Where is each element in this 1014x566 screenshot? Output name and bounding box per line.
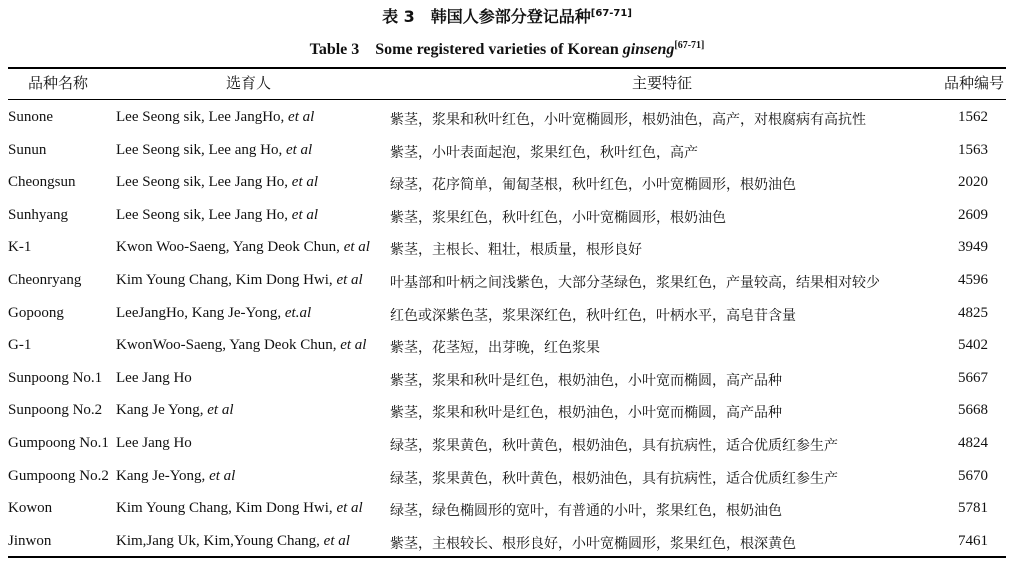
variety-code-cell: 7461	[958, 532, 988, 549]
table-row	[0, 395, 1014, 428]
et-al-text: et al	[336, 271, 363, 288]
table-row	[0, 461, 1014, 494]
et-al-text: et al	[209, 467, 236, 484]
breeder-names: Lee Seong sik, Lee Jang Ho,	[116, 206, 292, 223]
header-variety-name: 品种名称	[28, 74, 89, 92]
caption-cn-text: 表 3 韩国人参部分登记品种	[382, 7, 591, 26]
breeder-cell	[116, 370, 192, 387]
breeder-names: KwonWoo-Saeng, Yang Deok Chun,	[116, 337, 341, 354]
main-features-cell: 紫茎，浆果和秋叶红色，小叶宽椭圆形，根奶油色，高产，对根腐病有高抗性	[390, 112, 866, 128]
et-al-text: et al	[336, 500, 363, 517]
et-al-text: et al	[291, 174, 319, 191]
breeder-cell	[116, 174, 318, 191]
variety-name-cell: Sunpoong No.1	[8, 369, 103, 386]
header-main-features: 主要特征	[632, 74, 693, 92]
variety-code-cell: 5667	[958, 369, 988, 386]
table-row	[0, 363, 1014, 396]
variety-name-cell: Sunpoong No.2	[8, 402, 103, 419]
table-row	[0, 232, 1014, 265]
variety-name-cell: Gumpoong No.2	[8, 467, 109, 484]
table-row	[0, 526, 1014, 559]
main-features-cell: 绿茎，花序简单，匍匐茎根，秋叶红色，小叶宽椭圆形，根奶油色	[390, 177, 796, 194]
main-features-cell: 紫茎，浆果和秋叶是红色，根奶油色，小叶宽而椭圆，高产品种	[390, 372, 782, 389]
breeder-cell	[116, 272, 363, 289]
variety-code-cell: 3949	[958, 239, 988, 256]
breeder-cell	[116, 305, 311, 322]
variety-name-cell: Kowon	[8, 500, 53, 517]
table-bottom-rule	[8, 556, 1006, 558]
et-al-text: et.al	[284, 304, 312, 321]
main-features-cell: 紫茎，浆果红色，秋叶红色，小叶宽椭圆形，根奶油色	[390, 209, 726, 226]
main-features-cell: 绿茎，浆果黄色，秋叶黄色，根奶油色，具有抗病性，适合优质红参生产	[390, 437, 838, 454]
breeder-names: Lee Seong sik, Lee JangHo,	[116, 109, 289, 125]
breeder-names: LeeJangHo, Kang Je-Yong,	[116, 304, 285, 321]
variety-name-cell: G-1	[8, 337, 32, 354]
table-header-rule	[8, 99, 1006, 100]
variety-code-cell: 4825	[958, 304, 988, 321]
header-variety-code: 品种编号	[944, 74, 1005, 92]
breeder-cell	[116, 533, 350, 550]
breeder-cell	[116, 239, 370, 256]
breeder-cell	[116, 207, 318, 224]
variety-name-cell: Cheonryang	[8, 271, 82, 288]
breeder-names: Lee Seong sik, Lee ang Ho,	[116, 141, 286, 158]
breeder-cell	[116, 435, 192, 452]
table-body	[0, 102, 1014, 558]
et-al-text: et al	[288, 109, 315, 125]
main-features-cell: 叶基部和叶柄之间浅紫色，大部分茎绿色，浆果红色，产量较高，结果相对较少	[390, 274, 880, 291]
variety-code-cell: 4824	[958, 434, 988, 451]
caption-en-text: Table 3 Some registered varieties of Korean	[309, 41, 623, 58]
variety-code-cell: 1562	[958, 109, 988, 125]
breeder-names: Kim Young Chang, Kim Dong Hwi,	[116, 271, 337, 288]
caption-cn-ref: [67-71]	[590, 8, 632, 19]
table-caption-cn	[0, 4, 1014, 27]
caption-en-ref: [67-71]	[674, 40, 705, 51]
table-row	[0, 330, 1014, 363]
breeder-names: Kim,Jang Uk, Kim,Young Chang,	[116, 532, 324, 549]
main-features-cell: 紫茎，小叶表面起泡，浆果红色，秋叶红色，高产	[390, 144, 698, 161]
et-al-text: et al	[343, 239, 370, 256]
breeder-names: Kwon Woo-Saeng, Yang Deok Chun,	[116, 239, 344, 256]
breeder-cell	[116, 500, 363, 517]
table-row	[0, 167, 1014, 200]
et-al-text: et al	[340, 337, 367, 354]
main-features-cell: 绿茎，绿色椭圆形的宽叶，有普通的小叶，浆果红色，根奶油色	[390, 503, 782, 520]
table-caption-en	[0, 36, 1014, 59]
variety-name-cell: Sunhyang	[8, 206, 68, 223]
breeder-names: Kang Je-Yong,	[116, 467, 210, 484]
et-al-text: et al	[285, 141, 313, 158]
breeder-names: Lee Seong sik, Lee Jang Ho,	[116, 174, 292, 191]
main-features-cell: 紫茎，主根较长、根形良好，小叶宽椭圆形，浆果红色，根深黄色	[390, 535, 796, 552]
variety-name-cell: Gumpoong No.1	[8, 434, 109, 451]
breeder-cell	[116, 468, 235, 485]
variety-code-cell: 5402	[958, 337, 988, 354]
caption-en-italic: ginseng	[622, 41, 675, 58]
variety-name-cell: Sunun	[8, 141, 47, 158]
variety-code-cell: 1563	[958, 141, 988, 158]
main-features-cell: 红色或深紫色茎，浆果深红色，秋叶红色，叶柄水平，高皂苷含量	[390, 307, 796, 324]
table-row	[0, 135, 1014, 168]
table-row	[0, 102, 1014, 135]
breeder-names: Lee Jang Ho	[116, 434, 192, 451]
breeder-cell	[116, 109, 314, 126]
main-features-cell: 紫茎，浆果和秋叶是红色，根奶油色，小叶宽而椭圆，高产品种	[390, 405, 782, 422]
variety-name-cell: Gopoong	[8, 304, 64, 321]
table-row	[0, 298, 1014, 331]
variety-name-cell: Cheongsun	[8, 174, 76, 191]
et-al-text: et al	[323, 532, 350, 549]
main-features-cell: 紫茎，主根长、粗壮，根质量，根形良好	[390, 242, 642, 259]
variety-code-cell: 4596	[958, 271, 988, 288]
table-top-rule	[8, 67, 1006, 69]
main-features-cell: 紫茎，花茎短，出芽晚，红色浆果	[390, 340, 600, 357]
table-row	[0, 493, 1014, 526]
breeder-names: Kang Je Yong,	[116, 402, 208, 419]
table-row	[0, 265, 1014, 298]
variety-code-cell: 5670	[958, 467, 988, 484]
table-row	[0, 428, 1014, 461]
et-al-text: et al	[291, 206, 319, 223]
variety-name-cell: Jinwon	[8, 532, 52, 549]
variety-code-cell: 5668	[958, 402, 988, 419]
variety-name-cell: K-1	[8, 239, 32, 256]
breeder-cell	[116, 402, 234, 419]
header-breeder: 选育人	[226, 74, 272, 92]
variety-code-cell: 5781	[958, 500, 988, 517]
breeder-cell	[116, 337, 366, 354]
breeder-names: Lee Jang Ho	[116, 369, 192, 386]
breeder-cell	[116, 142, 312, 159]
table-row	[0, 200, 1014, 233]
main-features-cell: 绿茎，浆果黄色，秋叶黄色，根奶油色，具有抗病性，适合优质红参生产	[390, 470, 838, 487]
et-al-text: et al	[207, 402, 234, 419]
variety-name-cell: Sunone	[8, 109, 53, 125]
variety-code-cell: 2020	[958, 174, 988, 191]
variety-code-cell: 2609	[958, 206, 988, 223]
breeder-names: Kim Young Chang, Kim Dong Hwi,	[116, 500, 337, 517]
